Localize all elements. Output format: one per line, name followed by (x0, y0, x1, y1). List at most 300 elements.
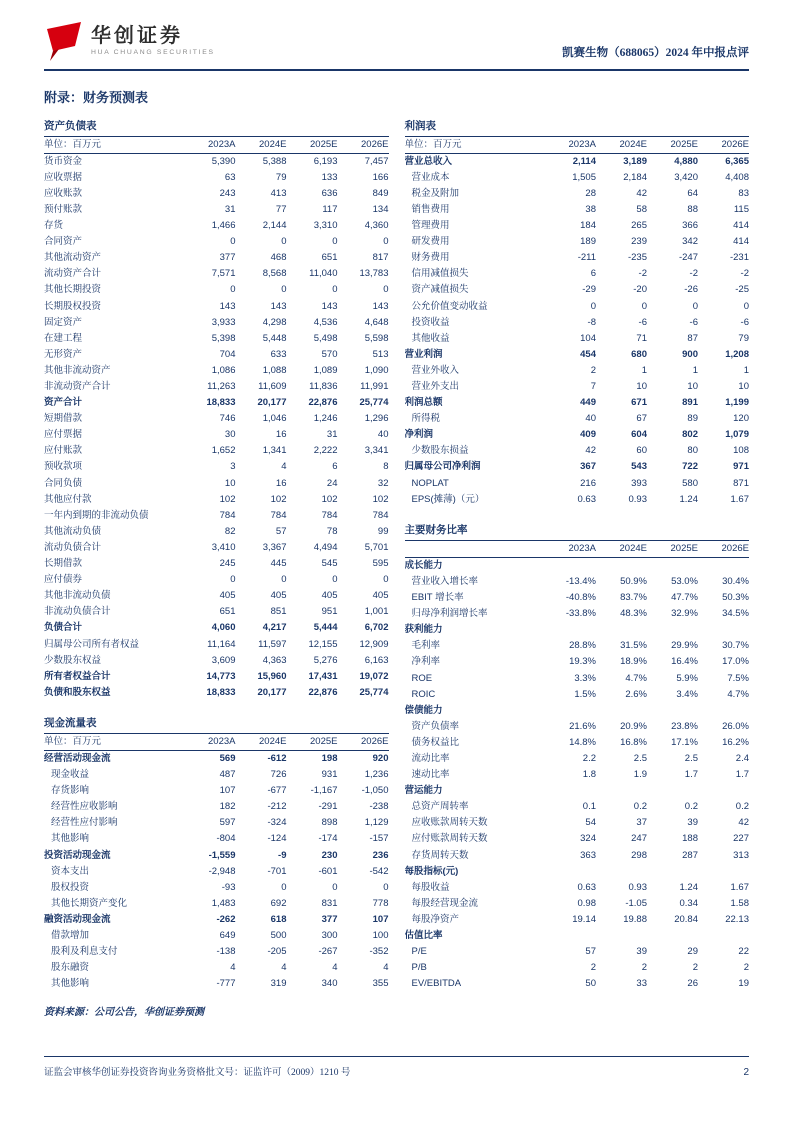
cell-value: 11,263 (207, 381, 236, 392)
row-label: 投资活动现金流 (44, 849, 111, 861)
cell-value: -6 (740, 316, 749, 328)
header-row (405, 541, 750, 558)
cell-value: 29 (687, 946, 698, 958)
cell-value (647, 928, 698, 944)
cell-value: 20,177 (257, 686, 287, 698)
cell-value: 30.7% (722, 640, 749, 652)
content-columns (44, 116, 749, 1018)
cell-value: 57 (275, 525, 287, 537)
cell-value: 340 (321, 978, 338, 990)
cell-value: 545 (321, 558, 338, 570)
row-label: 总资产周转率 (411, 801, 469, 813)
cell-value: 5,276 (313, 654, 338, 666)
cell-value: 4,408 (725, 171, 749, 183)
cell-value: 784 (270, 509, 287, 521)
cell-value (545, 703, 596, 719)
cell-value: 102 (219, 493, 236, 505)
cell-value: 22.13 (725, 913, 749, 925)
year-column-header: 2025E (287, 734, 338, 751)
cell-value: 40 (585, 413, 596, 425)
cell-value: -6 (689, 316, 698, 328)
row-label: 股利及利息支付 (51, 946, 118, 958)
year-column-header: 2023A (185, 137, 236, 154)
table-row (405, 396, 750, 412)
cell-value: 1,483 (211, 897, 236, 909)
cell-value: 19.14 (572, 913, 596, 925)
logo-text (91, 26, 215, 56)
cell-value: 1 (641, 364, 647, 376)
cell-value: 580 (682, 477, 698, 489)
row-label: ROE (411, 672, 433, 684)
table-row (44, 315, 389, 331)
income-statement-title: 利润表 (405, 116, 750, 137)
table-row (405, 460, 750, 476)
cell-value: -2 (689, 268, 698, 280)
table-row (44, 444, 389, 460)
row-label: 负债合计 (44, 622, 83, 634)
cell-value: 0 (281, 284, 287, 296)
cell-value: 831 (321, 897, 338, 909)
cell-value: 513 (372, 348, 389, 360)
cell-value: 2,114 (572, 155, 596, 167)
row-label: 营业总收入 (404, 155, 453, 167)
cell-value (698, 703, 749, 719)
cell-value: 182 (219, 801, 236, 813)
cell-value: 5,498 (313, 332, 338, 344)
cell-value: 595 (372, 558, 389, 570)
cell-value: 6,702 (364, 622, 389, 634)
cell-value: 6,193 (313, 155, 338, 167)
cell-value: 817 (372, 252, 389, 264)
row-label: 流动资产合计 (44, 268, 102, 280)
table-row (44, 396, 389, 412)
table-row (405, 363, 750, 379)
left-column (44, 116, 389, 1018)
cell-value: 1,088 (262, 364, 287, 376)
table-row (44, 283, 389, 299)
cell-value: 3 (230, 461, 236, 473)
section-row (405, 558, 750, 575)
row-label: 流动负债合计 (44, 541, 102, 553)
cell-value: 414 (733, 220, 749, 232)
row-label: 营运能力 (404, 785, 443, 797)
table-row (44, 800, 389, 816)
cell-value: 722 (682, 461, 698, 473)
cell-value: -93 (221, 881, 236, 893)
row-label: 借款增加 (51, 930, 90, 941)
cell-value (647, 703, 698, 719)
cell-value: 102 (321, 493, 338, 505)
cell-value: 14,773 (206, 670, 236, 682)
cell-value: 26.0% (722, 720, 749, 732)
year-column-header: 2025E (647, 137, 698, 154)
table-row (44, 460, 389, 476)
logo-flag-icon (44, 20, 84, 62)
cell-value: 107 (372, 913, 389, 925)
cell-value: 102 (372, 493, 389, 505)
cell-value: -612 (267, 752, 287, 764)
row-label: 经营活动现金流 (44, 752, 111, 764)
cell-value: 20.84 (674, 913, 698, 925)
cell-value: 570 (321, 348, 338, 360)
cell-value: 16.2% (722, 736, 749, 748)
row-label: P/E (411, 946, 427, 958)
row-label: 在建工程 (44, 332, 83, 344)
cell-value: 4,360 (364, 220, 389, 232)
cell-value: 188 (682, 833, 698, 845)
row-label: 信用减值损失 (411, 268, 469, 280)
cell-value: 2.5 (633, 752, 647, 764)
cell-value: 31 (326, 429, 338, 441)
cell-value: 166 (372, 171, 389, 183)
table-row (405, 671, 750, 687)
cell-value: 80 (687, 445, 698, 457)
cell-value (596, 703, 647, 719)
page-footer (44, 1056, 749, 1078)
cell-value: 83 (738, 187, 749, 199)
cell-value: 10 (224, 477, 236, 489)
cell-value (698, 623, 749, 639)
cell-value: 67 (636, 413, 647, 425)
table-row (405, 444, 750, 460)
cell-value: 53.0% (671, 575, 698, 587)
row-label: 少数股东权益 (44, 654, 102, 666)
cell-value: -231 (729, 252, 749, 264)
table-row (405, 735, 750, 751)
source-note: 资料来源：公司公告，华创证券预测 (44, 1006, 204, 1018)
cell-value: 1.67 (730, 493, 749, 505)
cell-value (698, 928, 749, 944)
cell-value: 0 (281, 881, 287, 893)
cell-value: 4,494 (313, 541, 338, 553)
cell-value: 0.63 (577, 493, 596, 505)
row-label: 所得税 (411, 413, 441, 425)
cell-value: 22,876 (308, 686, 338, 698)
right-column (405, 116, 750, 1018)
cell-value: 47.7% (671, 592, 698, 604)
cell-value: 54 (585, 817, 596, 829)
cell-value (698, 558, 749, 575)
table-row (405, 977, 750, 993)
row-label: 固定资产 (44, 316, 83, 328)
row-label: 一年内到期的非流动负债 (44, 509, 149, 521)
row-label: 经营性应收影响 (51, 801, 118, 813)
cell-value: 0 (230, 284, 236, 296)
cell-value: 1,505 (572, 171, 596, 183)
row-label: P/B (411, 962, 427, 974)
cell-value: 287 (682, 849, 698, 861)
cell-value: 0.34 (679, 897, 698, 909)
cell-value: 107 (219, 785, 236, 797)
cell-value: 4,648 (364, 316, 389, 328)
cell-value (647, 558, 698, 575)
cell-value: 87 (687, 332, 698, 344)
row-label: NOPLAT (411, 477, 449, 489)
cell-value: 393 (631, 477, 647, 489)
cell-value: 1,208 (725, 348, 749, 360)
header-row (44, 137, 389, 154)
cell-value: 0.93 (628, 881, 647, 893)
cell-value: 11,991 (360, 381, 389, 392)
row-label: 非流动资产合计 (44, 381, 111, 392)
cell-value: 11,164 (207, 638, 236, 650)
row-label: 其他流动资产 (44, 252, 102, 264)
cell-value: 651 (219, 606, 236, 618)
row-label: 每股指标(元) (404, 865, 459, 877)
cell-value: 0 (281, 236, 287, 248)
cell-value: 64 (687, 187, 698, 199)
table-row (44, 961, 389, 977)
cell-value: 0.63 (577, 881, 596, 893)
cell-value: 3,189 (623, 155, 647, 167)
cell-value: 6,365 (725, 155, 749, 167)
table-row (405, 283, 750, 299)
row-label: EBIT 增长率 (411, 592, 464, 604)
cell-value: 377 (219, 252, 236, 264)
cell-value: 32 (377, 477, 389, 489)
cell-value: 19 (738, 978, 749, 990)
cell-value: -2 (638, 268, 647, 280)
cell-value: 1.7 (735, 769, 749, 781)
cell-value (545, 623, 596, 639)
cell-value: 1.7 (684, 769, 698, 781)
cell-value: 726 (270, 769, 287, 781)
cell-value: 104 (580, 332, 596, 344)
cell-value: 79 (738, 332, 749, 344)
cell-value: 414 (733, 236, 749, 248)
row-label: 成长能力 (404, 559, 443, 571)
cell-value: 784 (219, 509, 236, 521)
cell-value: 802 (682, 429, 698, 441)
cell-value: 108 (733, 445, 749, 457)
cell-value (545, 864, 596, 880)
row-label: 每股收益 (411, 881, 450, 893)
financial-ratios-table (405, 541, 750, 993)
cell-value: 28.8% (569, 640, 596, 652)
cell-value: 22,876 (308, 397, 338, 409)
cell-value: 468 (270, 252, 287, 264)
cell-value: 1.58 (730, 897, 749, 909)
table-row (44, 896, 389, 912)
table-row (405, 218, 750, 234)
table-row (405, 235, 750, 251)
table-row (44, 218, 389, 234)
table-row (44, 945, 389, 961)
cell-value: 0 (383, 236, 389, 248)
table-row (405, 767, 750, 783)
cell-value: 367 (580, 461, 596, 473)
page-header (44, 20, 749, 71)
row-label: 长期借款 (44, 558, 83, 570)
cell-value: 405 (219, 590, 236, 602)
cell-value: 3,420 (674, 171, 698, 183)
cell-value: 1,652 (211, 445, 236, 457)
cell-value: 7 (590, 381, 596, 392)
row-label: 应收账款 (44, 187, 83, 199)
row-label: 管理费用 (411, 220, 450, 232)
cell-value: 48.3% (620, 608, 647, 620)
cell-value: 143 (270, 300, 287, 312)
cell-value: 746 (219, 413, 236, 425)
cell-value: 3,410 (211, 541, 236, 553)
cell-value: 3,933 (211, 316, 236, 328)
cell-value: 5.9% (676, 672, 698, 684)
year-column-header: 2024E (236, 137, 287, 154)
table-row (44, 653, 389, 669)
cell-value: 40 (377, 429, 389, 441)
cell-value: 3.4% (676, 688, 698, 700)
cell-value: 363 (580, 849, 596, 861)
cell-value: 39 (636, 946, 647, 958)
cell-value: 0.2 (684, 801, 698, 813)
row-label: 每股经营现金流 (411, 897, 479, 909)
cell-value: 26 (687, 978, 698, 990)
cell-value (647, 784, 698, 800)
cell-value: -25 (735, 284, 749, 296)
cell-value (647, 623, 698, 639)
table-row (44, 864, 389, 880)
balance-sheet-section (44, 116, 389, 701)
cell-value: 0.2 (735, 801, 749, 813)
cell-value: -352 (369, 946, 389, 958)
cell-value: 849 (372, 187, 389, 199)
year-column-header: 2024E (236, 734, 287, 751)
cell-value: 0 (383, 574, 389, 586)
table-row (405, 299, 750, 315)
row-label: 应收账款周转天数 (411, 817, 488, 829)
row-label: 营业成本 (411, 171, 450, 183)
cell-value: 42 (636, 187, 647, 199)
row-label: 营业外收入 (411, 364, 460, 376)
cash-flow-title: 现金流量表 (44, 713, 389, 734)
table-row (44, 751, 389, 768)
table-row (405, 816, 750, 832)
row-label: 现金收益 (51, 769, 90, 781)
table-row (44, 428, 389, 444)
cell-value: 22 (738, 946, 749, 958)
cell-value: 3,609 (211, 654, 236, 666)
cell-value: 0 (230, 236, 236, 248)
table-row (44, 412, 389, 428)
table-row (44, 605, 389, 621)
cell-value: 692 (270, 897, 287, 909)
cell-value: 543 (631, 461, 647, 473)
table-row (44, 637, 389, 653)
cell-value: 342 (682, 236, 698, 248)
cell-value: 4 (230, 962, 236, 974)
row-label: 负债和股东权益 (44, 686, 111, 698)
cell-value: 79 (275, 171, 287, 183)
cell-value: -20 (633, 284, 647, 296)
table-row (44, 977, 389, 993)
row-label: 应付票据 (44, 429, 83, 441)
cell-value: 42 (585, 445, 596, 457)
cell-value: 2 (641, 962, 647, 974)
cell-value: -13.4% (565, 575, 596, 587)
cell-value: 971 (733, 461, 749, 473)
cell-value: 618 (270, 913, 287, 925)
table-row (405, 492, 750, 508)
cell-value: 409 (580, 429, 596, 441)
cell-value: 29.9% (671, 640, 698, 652)
cell-value: 10 (687, 381, 698, 392)
cell-value: 454 (580, 348, 596, 360)
row-label: 所有者权益合计 (44, 670, 111, 682)
year-column-header: 2025E (287, 137, 338, 154)
cell-value: 4.7% (625, 672, 647, 684)
row-label: 存货影响 (51, 785, 90, 797)
cell-value: 0 (590, 300, 596, 312)
cell-value: 2,222 (313, 445, 338, 457)
cell-value: 1.24 (679, 493, 698, 505)
row-label: 获利能力 (404, 624, 443, 636)
cell-value: 18,833 (206, 397, 236, 409)
row-label: 其他非流动资产 (44, 364, 111, 376)
table-row (405, 476, 750, 492)
cell-value: 184 (580, 220, 596, 232)
cell-value: 6,163 (364, 654, 389, 666)
row-label: 其他非流动负债 (44, 590, 111, 602)
cell-value: 31.5% (620, 640, 647, 652)
row-label: 销售费用 (411, 203, 450, 215)
year-column-header: 2023A (185, 734, 236, 751)
cash-flow-section (44, 713, 389, 993)
table-row (44, 784, 389, 800)
cell-value: -1,167 (310, 785, 338, 797)
row-label: 财务费用 (411, 252, 450, 264)
cell-value: 19.88 (623, 913, 647, 925)
table-row (405, 154, 750, 171)
cell-value: 597 (219, 817, 236, 829)
cell-value: -174 (318, 833, 338, 845)
cell-value: 313 (733, 849, 749, 861)
cell-value: 900 (682, 348, 698, 360)
table-row (405, 945, 750, 961)
cell-value (647, 864, 698, 880)
cell-value: -238 (369, 801, 389, 813)
cell-value: 117 (322, 203, 338, 215)
cell-value: 11,040 (309, 268, 338, 280)
cell-value: 39 (687, 817, 698, 829)
cell-value: 12,155 (308, 638, 338, 650)
cell-value: 1 (692, 364, 698, 376)
cell-value: -1,050 (361, 785, 389, 797)
cell-value: -2,948 (208, 865, 236, 877)
table-row (44, 540, 389, 556)
table-row (405, 379, 750, 395)
cell-value: 11,836 (309, 381, 338, 392)
section-row (405, 784, 750, 800)
row-label: 流动比率 (411, 752, 450, 764)
cell-value: 82 (224, 525, 236, 537)
cell-value: 38 (585, 203, 596, 215)
cell-value: 1,046 (262, 413, 287, 425)
cell-value: 871 (733, 477, 749, 489)
table-row (405, 687, 750, 703)
cell-value: 3,341 (364, 445, 389, 457)
cell-value: 25,774 (359, 686, 389, 698)
cell-value (596, 928, 647, 944)
cell-value: 1.67 (730, 881, 749, 893)
cell-value (545, 558, 596, 575)
logo-english-name: HUA CHUANG SECURITIES (91, 49, 215, 56)
table-row (44, 331, 389, 347)
table-row (405, 590, 750, 606)
cell-value: 0.98 (577, 897, 596, 909)
cell-value: -212 (267, 801, 287, 813)
cell-value: 23.8% (671, 720, 698, 732)
cell-value: 784 (321, 509, 338, 521)
